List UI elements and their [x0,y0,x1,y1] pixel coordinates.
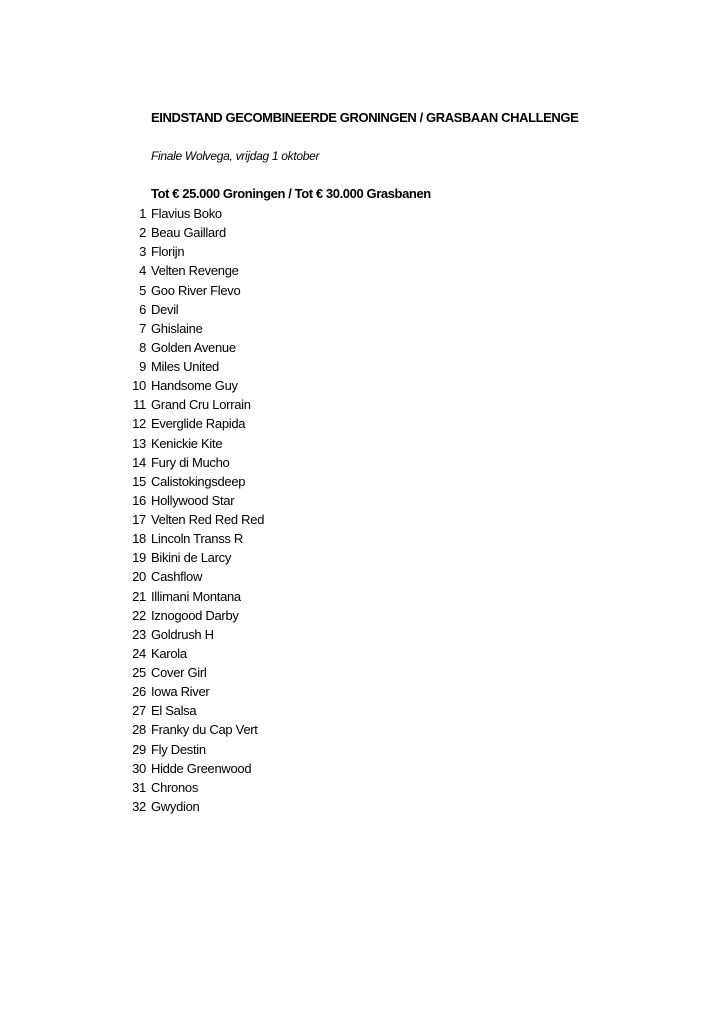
result-rank: 5 [139,282,146,298]
result-horse-name: Cashflow [151,569,203,585]
result-rank: 15 [132,473,146,489]
result-row [118,682,264,701]
result-horse-name: Velten Red Red Red [151,512,265,527]
result-rank: 4 [139,263,146,279]
result-rank: 28 [132,722,146,738]
result-horse-name: Hollywood Star [151,492,235,508]
result-row [118,357,264,376]
section-heading: Tot € 25.000 Groningen / Tot € 30.000 Grasbanen [151,186,431,201]
result-horse-name: Iznogood Darby [151,607,239,623]
result-row [118,663,264,682]
result-horse-name: Karola [151,645,187,661]
result-row [118,625,264,644]
result-rank: 26 [132,684,146,700]
result-rank: 16 [132,492,146,508]
result-horse-name: Chronos [151,779,199,795]
result-row [118,395,264,414]
result-row [118,778,264,797]
result-row [118,261,264,280]
result-horse-name: Velten Revenge [151,263,239,279]
result-horse-name: Bikini de Larcy [151,550,232,566]
result-rank: 13 [132,435,146,451]
result-row [118,223,264,242]
result-row [118,281,264,300]
result-rank: 7 [139,320,146,336]
result-rank: 21 [132,588,146,604]
result-row [118,338,264,357]
result-row [118,204,264,223]
result-horse-name: Iowa River [151,684,210,700]
result-horse-name: Flavius Boko [151,206,222,221]
result-horse-name: Hidde Greenwood [151,760,252,776]
result-horse-name: Fly Destin [151,741,206,757]
result-row [118,300,264,319]
result-horse-name: Lincoln Transs R [151,531,244,547]
document-subtitle: Finale Wolvega, vrijdag 1 oktober [151,149,320,163]
result-rank: 8 [139,339,146,355]
result-horse-name: El Salsa [151,703,197,719]
result-horse-name: Golden Avenue [151,339,236,355]
result-row [118,797,264,816]
result-row [118,242,264,261]
result-row [118,434,264,453]
result-row [118,491,264,510]
result-rank: 12 [132,416,146,432]
result-rank: 27 [132,703,146,719]
result-row [118,587,264,606]
result-row [118,414,264,433]
result-rank: 14 [132,454,146,470]
result-row [118,376,264,395]
result-row [118,453,264,472]
result-row [118,720,264,739]
result-row [118,319,264,338]
result-rank: 20 [132,569,146,585]
result-row [118,759,264,778]
result-rank: 25 [132,665,146,680]
result-horse-name: Cover Girl [151,665,207,680]
result-rank: 6 [139,301,146,317]
result-horse-name: Illimani Montana [151,588,241,604]
result-row [118,606,264,625]
result-rank: 31 [132,779,146,795]
result-rank: 3 [139,244,146,260]
result-rank: 24 [132,645,146,661]
result-rank: 2 [139,225,146,241]
result-rank: 11 [133,397,146,413]
result-row [118,510,264,529]
result-rank: 10 [132,378,146,394]
result-rank: 29 [132,741,146,757]
result-horse-name: Handsome Guy [151,378,238,394]
result-horse-name: Calistokingsdeep [151,473,246,489]
result-row [118,567,264,586]
result-horse-name: Everglide Rapida [151,416,246,432]
result-row [118,548,264,567]
result-row [118,472,264,491]
result-horse-name: Florijn [151,244,185,260]
result-horse-name: Devil [151,301,179,317]
result-rank: 19 [132,550,146,566]
result-horse-name: Fury di Mucho [151,454,230,470]
result-rank: 32 [132,798,146,814]
result-horse-name: Franky du Cap Vert [151,722,258,738]
result-horse-name: Goo River Flevo [151,282,241,298]
result-rank: 17 [132,512,146,527]
result-rank: 22 [132,607,146,623]
result-horse-name: Miles United [151,359,219,374]
result-row [118,740,264,759]
result-rank: 1 [139,206,146,221]
result-horse-name: Grand Cru Lorrain [151,397,251,413]
result-row [118,644,264,663]
result-horse-name: Kenickie Kite [151,435,223,451]
result-rank: 23 [132,626,146,642]
results-list [118,204,264,816]
result-horse-name: Goldrush H [151,626,214,642]
result-row [118,701,264,720]
result-horse-name: Gwydion [151,798,200,814]
result-horse-name: Beau Gaillard [151,225,226,241]
result-horse-name: Ghislaine [151,320,203,336]
result-rank: 9 [139,359,146,374]
document-title: EINDSTAND GECOMBINEERDE GRONINGEN / GRASBAAN CHALLENGE [151,110,579,125]
result-rank: 30 [132,760,146,776]
result-rank: 18 [132,531,146,547]
result-row [118,529,264,548]
